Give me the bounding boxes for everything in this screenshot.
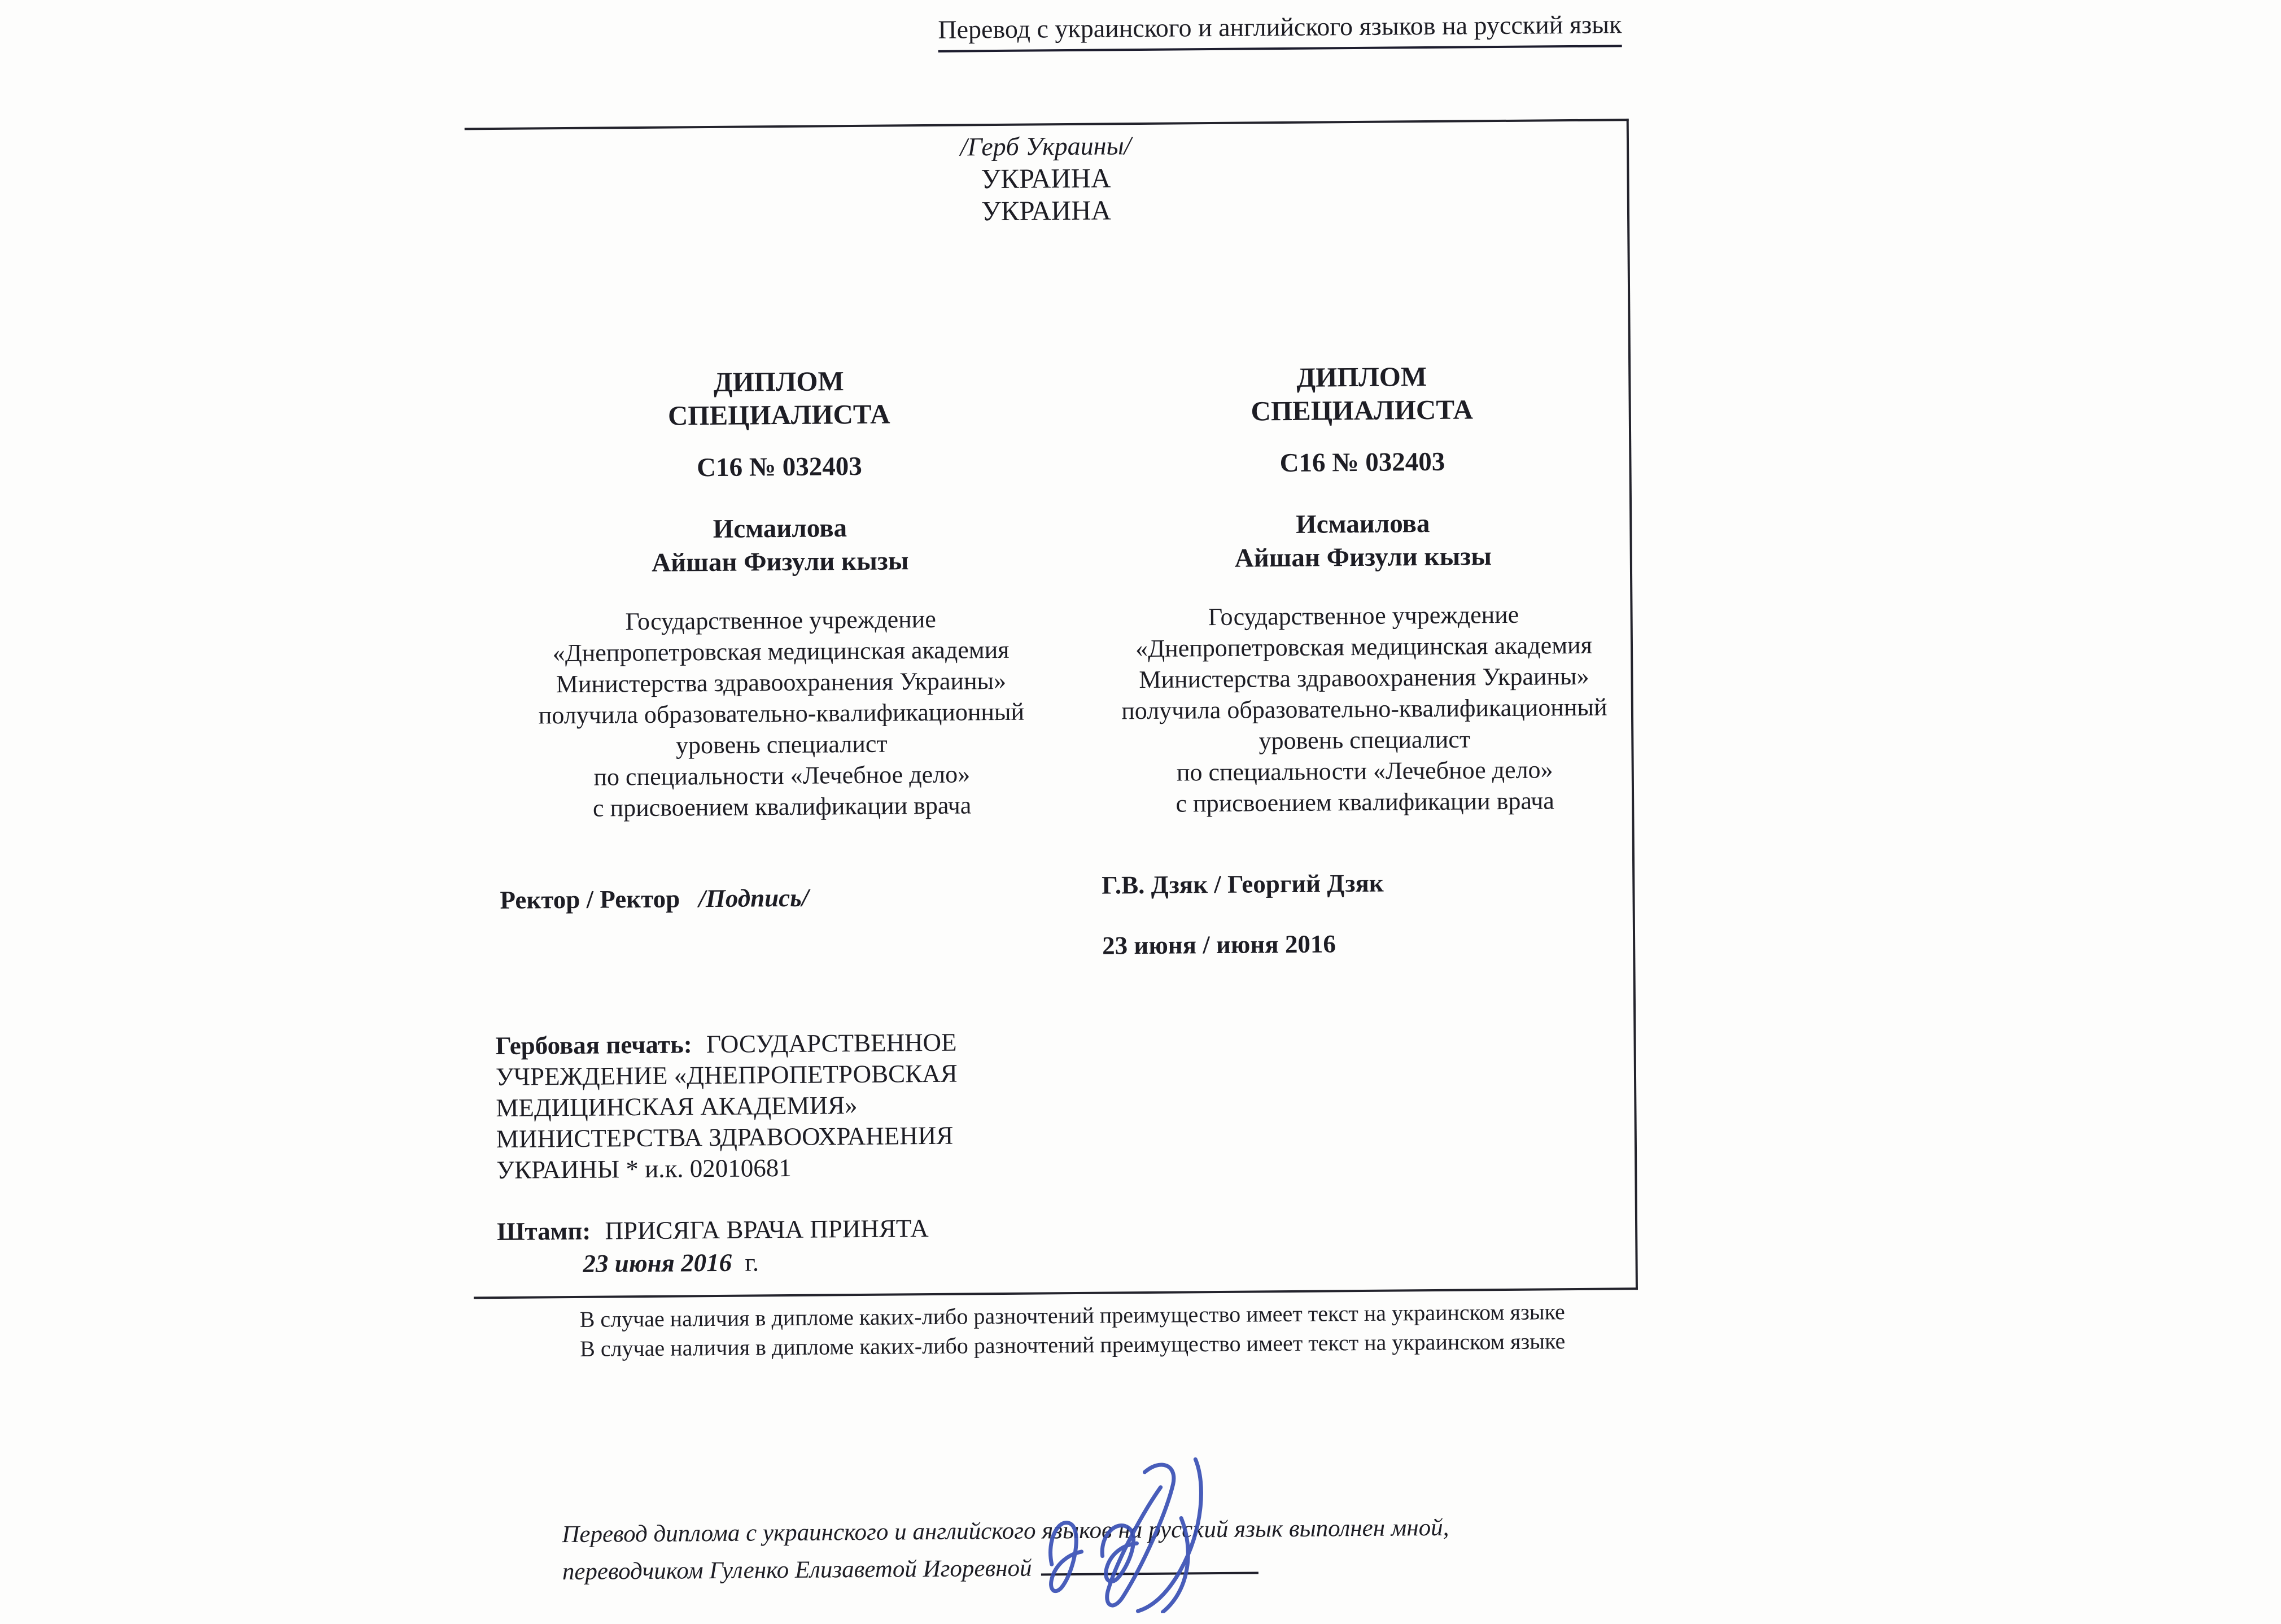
issue-date-line: 23 июня / июня 2016 (1102, 929, 1336, 960)
body-line: уровень специалист (1259, 725, 1471, 755)
seal-label: Гербовая печать: (495, 1030, 692, 1060)
diploma-number-right: С16 № 032403 (1279, 447, 1445, 478)
stamp-text: ПРИСЯГА ВРАЧА ПРИНЯТА (605, 1214, 929, 1245)
country-name-line1: УКРАИНА (981, 162, 1111, 195)
body-line: получила образовательно-квалификационный (1121, 693, 1607, 725)
translator-certification-block (562, 1509, 1449, 1591)
handwritten-signature (1016, 1450, 1254, 1614)
signature-placeholder-note: /Подпись/ (698, 883, 809, 913)
seal-line: МИНИСТЕРСТВА ЗДРАВООХРАНЕНИЯ (496, 1121, 954, 1154)
body-line: уровень специалист (675, 730, 888, 759)
body-line: по специальности «Лечебное дело» (1176, 756, 1553, 787)
rector-label: Ректор / Ректор (500, 884, 680, 914)
diploma-column-right (1096, 121, 1631, 961)
diploma-body-left (490, 603, 1073, 824)
seal-line (495, 1026, 1074, 1062)
translator-statement-line2-row (562, 1547, 1450, 1591)
disclaimer-line: В случае наличия в дипломе каких-либо разночтений преимущество имеет текст на украинском языке (579, 1299, 1566, 1332)
diploma-title-line2: СПЕЦИАЛИСТА (667, 398, 890, 431)
diploma-translation-frame (465, 119, 1638, 1299)
body-line: с присвоением квалификации врача (592, 791, 972, 822)
diploma-title-left (488, 363, 1070, 434)
body-line: Государственное учреждение (625, 605, 936, 636)
seal-line: УЧРЕЖДЕНИЕ «ДНЕПРОПЕТРОВСКАЯ (495, 1059, 958, 1092)
translator-statement-line2: переводчиком Гуленко Елизаветой Игоревной (562, 1555, 1032, 1586)
body-line: «Днепропетровская медицинская академия (552, 635, 1010, 667)
official-seal-description (493, 1026, 1076, 1186)
holder-given-names: Айшан Физули кызы (1234, 542, 1492, 573)
seal-line: УКРАИНЫ * и.к. 02010681 (496, 1153, 792, 1185)
diploma-column-left (486, 125, 1077, 1281)
diploma-number-left: С16 № 032403 (696, 451, 863, 483)
diploma-title-line2: СПЕЦИАЛИСТА (1251, 394, 1474, 427)
body-line: Министерства здравоохранения Украины» (556, 666, 1007, 699)
translation-direction-text: Перевод с украинского и английского языков на русский язык (938, 9, 1622, 53)
diploma-holder-right (1099, 505, 1627, 576)
country-name-line2: УКРАИНА (981, 194, 1112, 227)
holder-given-names: Айшан Физули кызы (651, 546, 909, 578)
disclaimer-line: В случае наличия в дипломе каких-либо разночтений преимущество имеет текст на украинском языке (579, 1328, 1566, 1361)
diploma-holder-left (489, 510, 1071, 581)
translation-direction-header (938, 9, 1622, 53)
stamp-label: Штамп: (496, 1216, 591, 1246)
diploma-title-line1: ДИПЛОМ (1296, 361, 1427, 393)
body-line: по специальности «Лечебное дело» (593, 760, 971, 791)
diploma-title-line1: ДИПЛОМ (713, 365, 844, 398)
body-line: Государственное учреждение (1208, 600, 1519, 631)
seal-text-part: ГОСУДАРСТВЕННОЕ (706, 1028, 957, 1059)
coat-of-arms-note: /Герб Украины/ (960, 131, 1131, 161)
diploma-title-right (1098, 358, 1626, 429)
stamp-date-line (497, 1243, 1076, 1281)
stamp-date: 23 июня 2016 (583, 1248, 732, 1278)
oath-stamp-description (495, 1211, 1077, 1281)
holder-surname: Исмаилова (1295, 509, 1430, 539)
rector-signature-line (492, 880, 1073, 916)
seal-line: МЕДИЦИНСКАЯ АКАДЕМИЯ» (496, 1091, 858, 1123)
rector-name-line: Г.В. Дзяк / Георгий Дзяк (1102, 868, 1384, 900)
stamp-date-suffix: г. (745, 1248, 759, 1277)
holder-surname: Исмаилова (713, 513, 847, 544)
diploma-body-right (1099, 598, 1629, 819)
discrepancy-disclaimer-block (508, 1296, 1637, 1364)
body-line: «Днепропетровская медицинская академия (1135, 631, 1593, 663)
translator-statement-line1: Перевод диплома с украинского и английского языков на русский язык выполнен мной, (562, 1514, 1449, 1548)
stamp-line (497, 1211, 1076, 1248)
body-line: получила образовательно-квалификационный (538, 697, 1025, 730)
body-line: Министерства здравоохранения Украины» (1139, 662, 1589, 694)
body-line: с присвоением квалификации врача (1176, 787, 1554, 818)
